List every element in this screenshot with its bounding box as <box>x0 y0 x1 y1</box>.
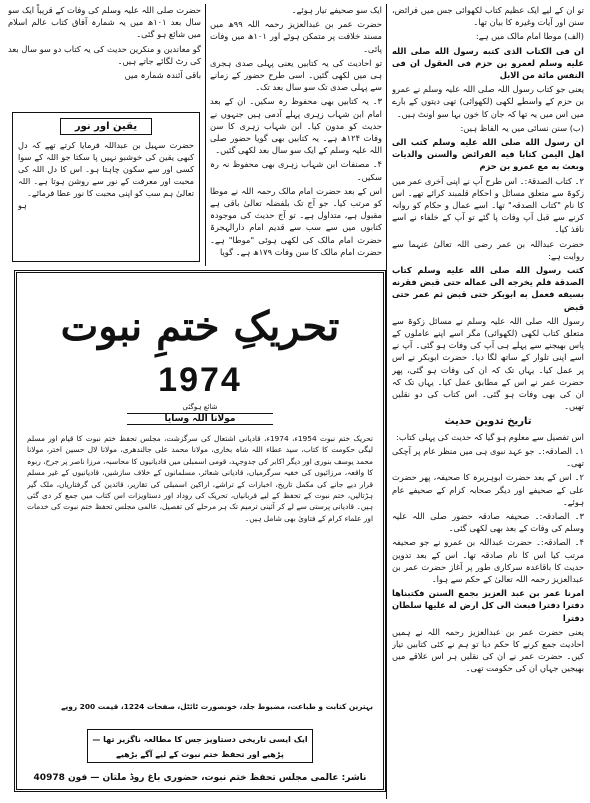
middle-column-paragraph: ۳۔ یہ کتابیں بھی محفوظ رہ سکیں۔ ان کے بعد امام ابن شہاب زہری پہلے آدمی ہیں جنہوں نے حدیث کو مدون کیا۔ ابن شہاب زہری کا سن وفات ۱۲۴ھ ہے۔ یہ کتابیں بھی گویا حضور صلی اللہ علیہ وسلم کے ایک سو سال بعد لکھی گئیں۔ <box>210 96 382 156</box>
middle-column-paragraph: حضرت عمر بن عبدالعزیز رحمہ اللہ ۹۹ھ میں مسند خلافت پر متمکن ہوئے اور ۱۰۱ھ میں وفات پائی۔ <box>210 19 382 54</box>
ad-year: 1974 <box>158 361 242 399</box>
right-column-paragraph: حضرت عبداللہ بن عمر رضی اللہ تعالیٰ عنہما سے روایت ہے: <box>392 238 584 261</box>
yaqeen-box-title: یقین اور نور <box>60 118 152 135</box>
right-column-paragraph: یعنی جو کتاب رسول اللہ صلی اللہ علیہ وسلم نے عمرو بن حزم کے واسطے لکھی (لکھوائی) تھی دیتوں کے بارے میں اس میں یہ تھا کہ جان کا خون بہا سو اونٹ ہیں۔ <box>392 84 584 119</box>
yaqeen-box-footnote: ہو <box>18 201 27 210</box>
right-column-paragraph: (ب) سنن نسائی میں یہ الفاظ ہیں: <box>460 122 584 133</box>
right-column-paragraph: ۲۔ کتاب الصدقۃ:۔ اس طرح آپ نے اپنی آخری عمر میں زکوۃ سے متعلق مسائل و احکام قلمبند کرائے تھے۔ اس کا نام "کتاب الصدقہ" تھا۔ اسے عمال و حکام کو روانہ کرنے سے قبل آپ وفات پا گئے تو آپ کے خلفاء نے اسے نافذ کیا۔ <box>392 175 584 235</box>
right-column <box>392 4 584 799</box>
column-divider-middle <box>205 4 206 266</box>
right-column-arabic-quote: کتب رسول الله صلی الله علیه وسلم کتاب الصدقة فلم یخرجه الی عماله حتی قبض فقرنه بسیفه فعمل به ابوبکر حتی قبض ثم عمر حتی قبض <box>392 265 584 312</box>
right-column-paragraph: رسول اللہ صلی اللہ علیہ وسلم نے مسائل زکوۃ سے متعلق کتاب لکھی (لکھوائی) مگر اسے اپنے عاملوں کے پاس بھیجنے سے پہلے ہی آپ کی وفات ہو گئی۔ آپ نے اسے اپنی تلوار کے ساتھ لگا دیا۔ حضرت ابوبکر نے اس پر عمل کیا۔ یہاں تک کہ ان کی وفات ہو گئی، پھر حضرت عمر نے اس کے مطابق عمل کیا۔ یہاں تک کہ ان کی بھی وفات ہو گئی۔ اس کتاب کی دو نقلیں تھیں۔ <box>392 315 584 412</box>
ad-details: بہترین کتابت و طباعت، مضبوط جلد، خوبصورت ٹائٹل، صفحات 1224، قیمت 200 روپے <box>61 702 373 711</box>
right-column-paragraph: ۴۔ الصادقہ:۔ حضرت عبداللہ بن عمرو نے جو صحیفہ مرتب کیا اس کا نام صادقہ تھا۔ اس کے بعد تدوین حدیث کا باقاعدہ سرکاری طور پر آغاز حضرت عمر بن عبدالعزیز رحمہ اللہ تعالیٰ کے حکم سے ہوا۔ <box>392 537 584 584</box>
right-column-paragraph: ۳۔ الصادقہ:۔ صحیفہ صادقہ حضور صلی اللہ علیہ وسلم کی وفات کے بعد بھی لکھی گئی۔ <box>392 510 584 534</box>
right-column-paragraph: تو ان کے لیے ایک عظیم کتاب لکھوائی جس میں فرائض، سنن اور آیات وغیرہ کا بیان تھا۔ <box>392 5 584 28</box>
right-column-paragraph: ۱۔ الصادقہ:۔ جو عہد نبوی ہی میں منظر عام پر آچکی تھی۔ <box>392 445 584 469</box>
left-column <box>8 4 201 104</box>
middle-column-paragraph: ایک سو صحیفے تیار ہوئے۔ <box>291 5 382 15</box>
yaqeen-box-text: حضرت سہیل بن عبداللہ فرمایا کرتے تھے کہ دل کبھی یقین کی خوشبو نہیں پا سکتا جو اللہ کے سوا کسی اور سے سکون چاہتا ہو۔ اس کا دل اللہ کی محبت اور معرفت کے نور سے روشن ہوتا ہے۔ اللہ تعالیٰ ہم سب کو اپنی محبت کا نور عطا فرمائے۔ <box>18 140 194 198</box>
middle-column <box>210 4 382 266</box>
yaqeen-box <box>12 112 200 262</box>
right-column-arabic-quote: امرنا عمر بن عبد العزیز بجمع السنن فکتبناها دفترا دفترا فبعث الی کل ارض له علیها سلطان دفترا <box>392 588 584 623</box>
ad-box <box>14 270 386 792</box>
middle-column-paragraph: تو احادیث کی یہ کتابیں یعنی پہلی صدی ہجری ہی میں لکھی گئیں۔ اسی طرح حضور کے زمانے سے پہلی صدی تک سو سال بعد تک۔ <box>210 57 382 93</box>
ad-body: تحریک ختم نبوت 1954ء، 1974ء، قادیانی اشتعال کی سرگزشت، مجلس تحفظ ختم نبوت کا قیام اور مسلم لیگی حکومت کا کتاب، سید عطاء اللہ شاہ بخاری، مولانا محمد علی جالندھری، مولانا لال حسین اختر، مولانا محمد یوسف بنوری اور دیگر اکابر کی جدوجہد، قومی اسمبلی میں قادیانیوں کا محاسبہ، مرزا ناصر پر جرح، ربوہ کا واقعہ، مرزائیوں کی خفیہ سرگرمیاں، قادیانی شعائر، مسلمانوں کے خلاف سازشیں، قادیانیوں کے غیر مسلم قرار دیے جانے کی مکمل تاریخ، اخبارات کے تراشے، اراکین اسمبلی کی تقاریر، قائدین کی گرفتاریاں، ملک گیر ہڑتالیں، ختم نبوت کے تحفظ کے لیے قربانیاں، تحریک کی روداد اور دستاویزات اس کتاب میں جمع کر دی گئی ہیں۔ قادیانی پرستی سے لے کر آئینی ترمیم تک ہر مرحلے کی تفصیل، عالمی مجلس تحفظ ختم نبوت کی خدمات اور علماء کرام کے فتاویٰ بھی شامل ہیں۔ <box>27 434 373 523</box>
middle-column-paragraph: اس کے بعد حضرت امام مالک رحمہ اللہ نے موطا کو مرتب کیا۔ جو آج تک بلفضلہ تعالیٰ باقی ہے مقبول ہے، متداول ہے۔ تو آج حدیث کی موجودہ کتابوں میں سے سب سے قدیم امام دارالہجرۃ حضرت امام مالک کی لکھی ہوئی "موطا" ہے۔ حضرت امام مالک کا سن وفات ۱۷۹ھ ہے۔ گویا <box>210 185 382 257</box>
ad-tagline: ایک ایسی تاریخی دستاویز جس کا مطالعہ ناگزیر تھا — پڑھیے اور تحفظ ختم نبوت کے لیے آگے بڑھیے <box>92 735 308 759</box>
left-column-paragraph: گو معاندین و منکرین حدیث کی یہ کتاب دو سو سال بعد کی رٹ لگائے جاتے ہیں۔ <box>8 43 201 66</box>
ad-byline: مولانا اللہ وسایا <box>127 413 273 425</box>
right-column-paragraph: (الف) موطا امام مالک میں ہے: <box>475 31 584 42</box>
ad-footer: ناشر: عالمی مجلس تحفظ ختم نبوت، حضوری باغ روڈ ملتان — فون 40978 <box>33 773 367 783</box>
ad-tagline-box <box>87 729 313 763</box>
right-column-paragraph: اس تفصیل سے معلوم ہو گیا کہ حدیث کی پہلی کتاب: <box>396 431 584 442</box>
left-column-paragraph: حضرت صلی اللہ علیہ وسلم کی وفات کے قریباً ایک سو سال بعد ۱۰۱ھ میں یہ شمارہ آفاق کتاب عالم اسلام میں شائع ہو گئی۔ <box>8 5 201 40</box>
middle-column-paragraph: ۴۔ مصنفات ابن شہاب زہری بھی محفوظ نہ رہ سکیں۔ <box>210 159 382 182</box>
right-column-arabic-quote: ان رسول الله صلی الله علیه وسلم کتب الی اهل الیمن کتابا فیه الفرائض والسنن والدیات وبعث به مع عمرو بن حزم <box>392 137 584 172</box>
right-column-heading: تاریخ تدوین حدیث <box>444 415 532 427</box>
right-column-paragraph: یعنی حضرت عمر بن عبدالعزیز رحمہ اللہ نے ہمیں احادیث جمع کرنے کا حکم دیا تو ہم نے کئی کتابیں تیار کیں۔ حضرت عمر نے ان کی نقلیں ہر اس علاقے میں بھیجیں جہاں ان کی حکومت تھی۔ <box>392 626 584 674</box>
right-column-arabic-quote: ان فی الکتاب الذی کتبه رسول الله صلی الله علیه وسلم لعمرو بن حزم فی العقول ان فی النفس مائة من الابل <box>392 45 584 81</box>
ad-title: تحریکِ ختمِ نبوت <box>60 303 340 350</box>
right-column-paragraph: ۲۔ اس کے بعد حضرت ابوہریرہ کا صحیفہ، پھر حضرت علی کے صحیفے اور دیگر صحابہ کرام کے صحیفے عام ہوئے۔ <box>392 472 584 507</box>
left-column-paragraph: باقی آئندہ شمارہ میں <box>124 70 201 81</box>
ad-subtitle: شائع ہوگئی <box>182 403 218 411</box>
column-divider-right <box>386 4 387 799</box>
